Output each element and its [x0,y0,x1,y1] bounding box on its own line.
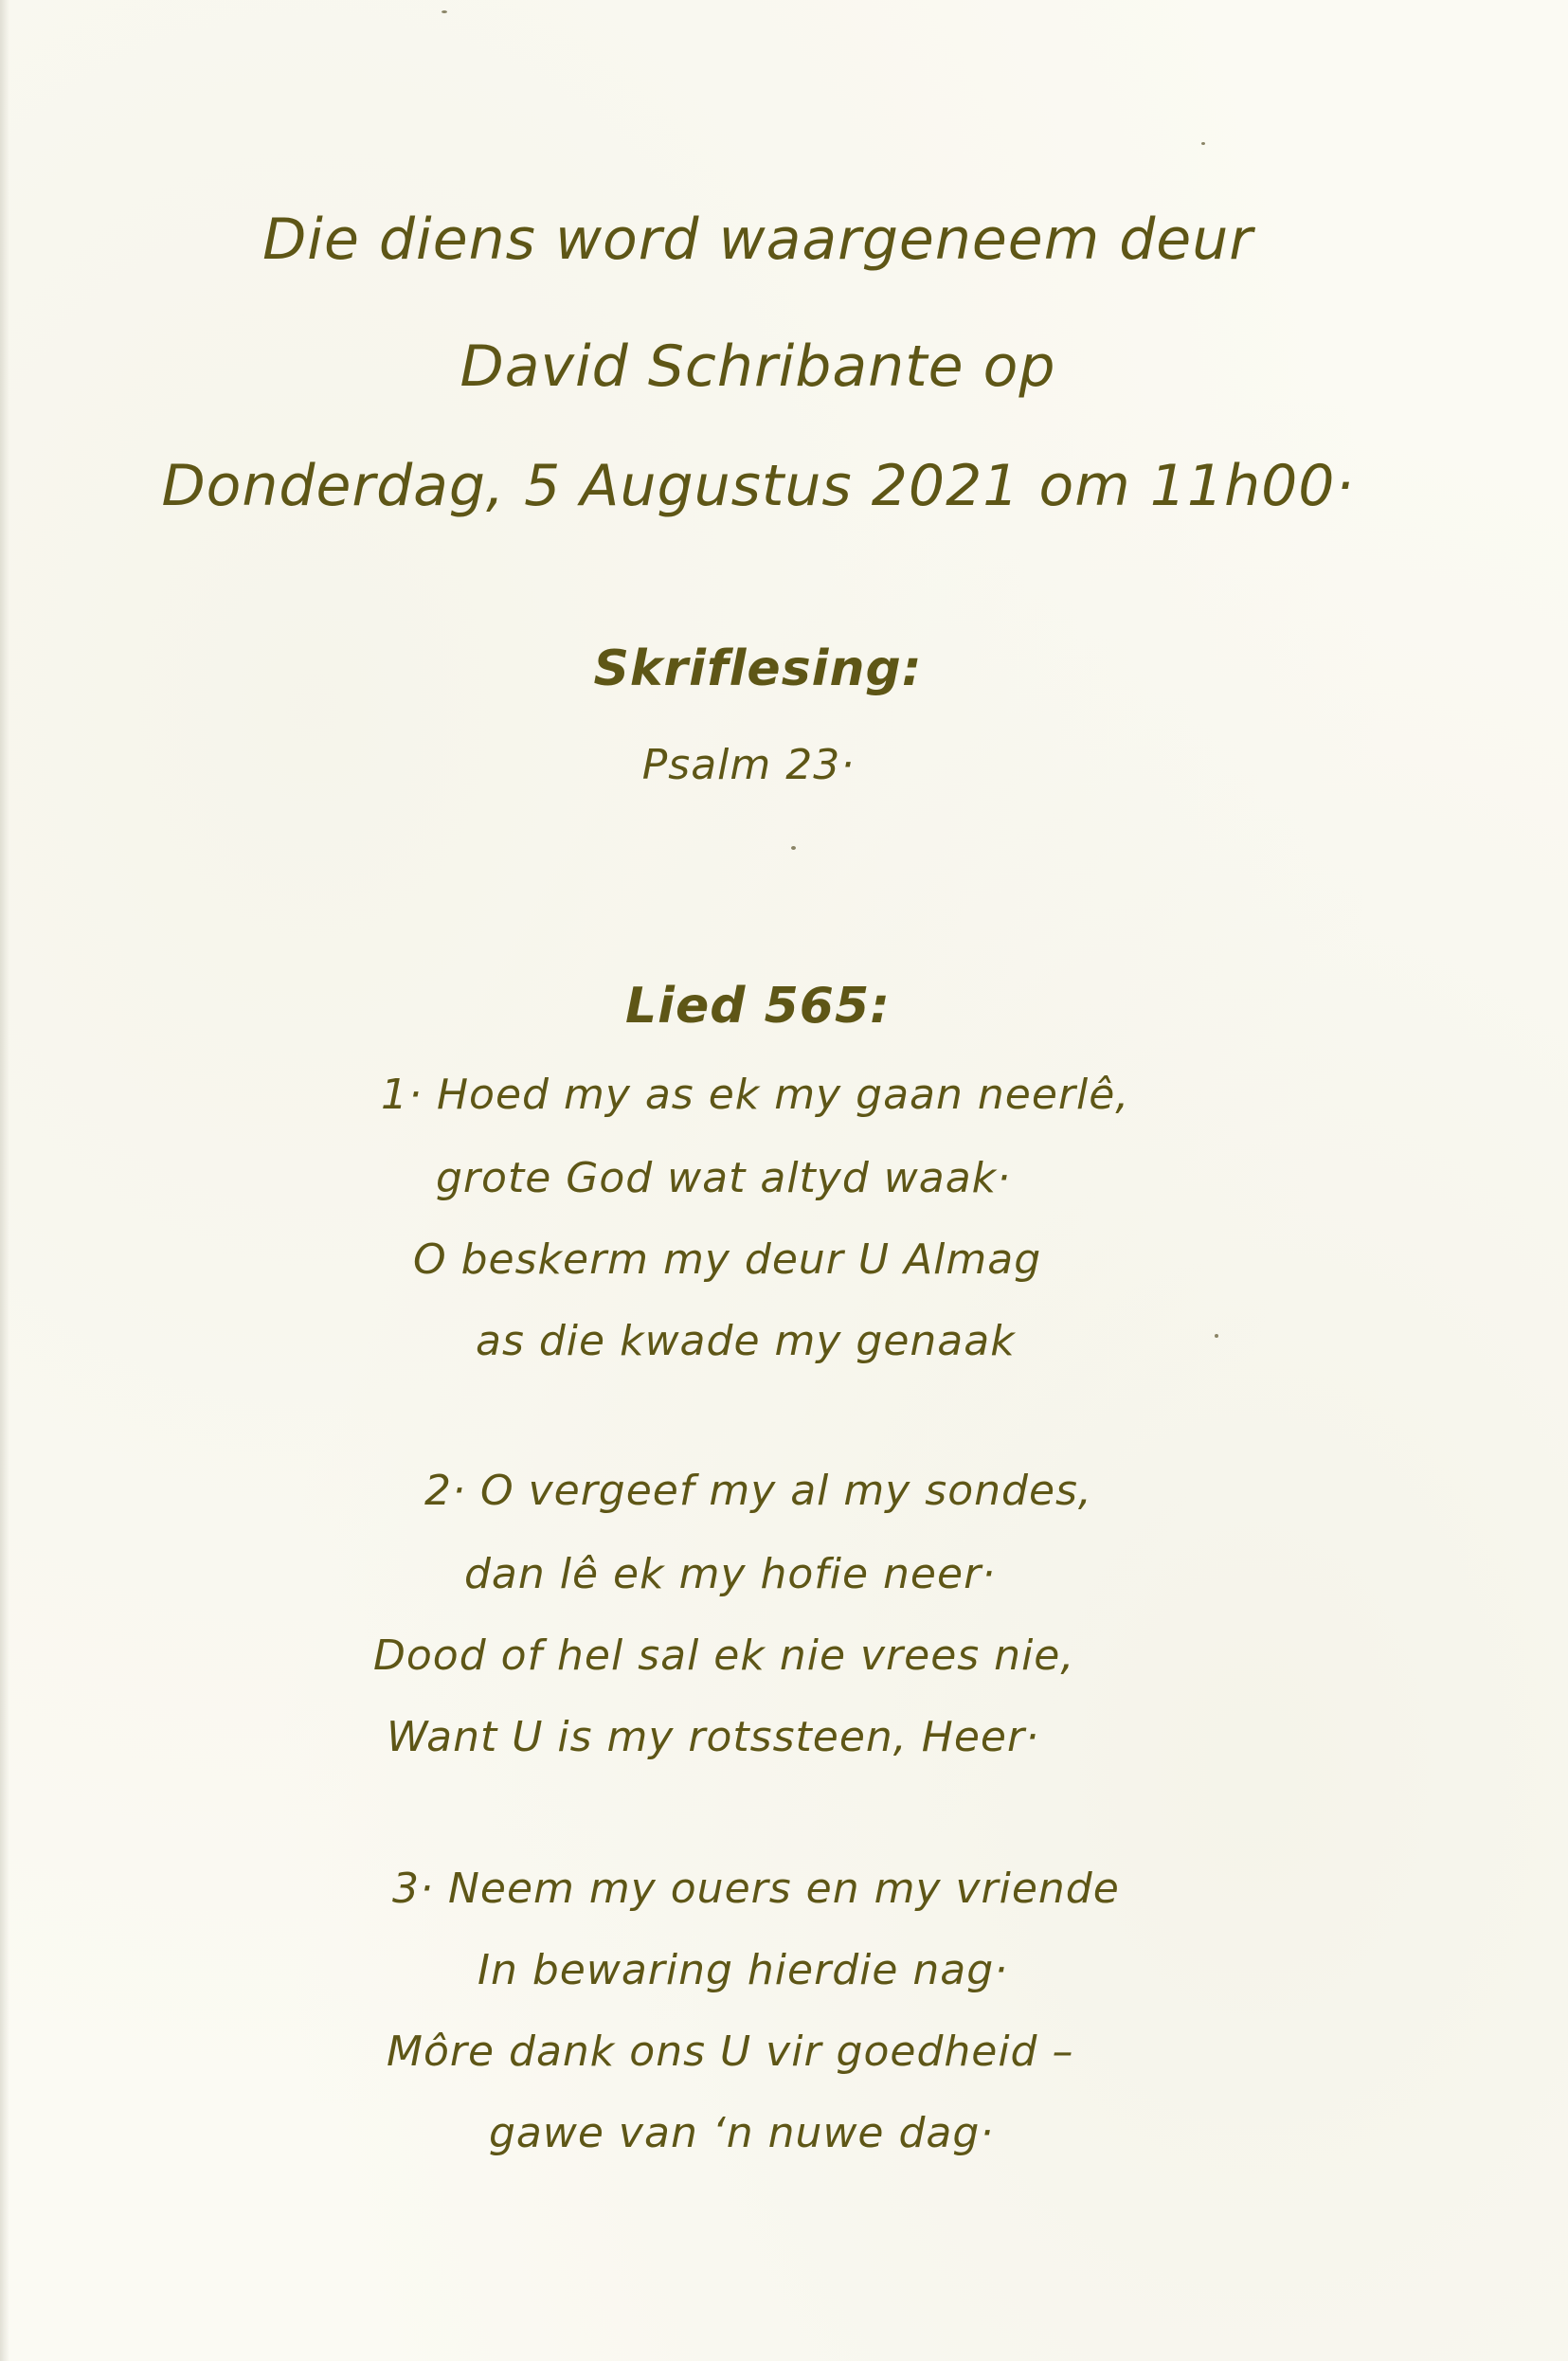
verse-line: In bewaring hierdie nag· [478,1946,1009,1994]
service-line-date: Donderdag, 5 Augustus 2021 om 11h00· [161,453,1355,519]
scan-speck [791,846,796,850]
verse-line: grote God wat altyd waak· [436,1154,1012,1202]
service-line-name: David Schribante op [460,333,1056,400]
scripture-reading: Psalm 23· [641,741,856,789]
verse-line: gawe van ‘n nuwe dag· [489,2109,995,2157]
verse-line: 2· O vergeef my al my sondes, [424,1467,1092,1515]
scan-speck [1201,142,1205,145]
verse-line: dan lê ek my hofie neer· [464,1550,997,1598]
scripture-title: Skriflesing: [593,640,923,697]
verse-line: Dood of hel sal ek nie vrees nie, [373,1631,1075,1680]
scan-speck [1215,1334,1218,1338]
verse-line: 3· Neem my ouers en my vriende [392,1865,1120,1913]
verse-line: Môre dank ons U vir goedheid – [387,2028,1074,2076]
verse-line: O beskerm my deur U Almag [413,1235,1042,1284]
hymn-title: Lied 565: [625,978,891,1035]
verse-line: 1· Hoed my as ek my gaan neerlê, [381,1071,1130,1119]
service-line-officiant: Die diens word waargeneem deur [262,207,1253,273]
scan-speck [442,10,447,13]
verse-line: Want U is my rotssteen, Heer· [387,1713,1040,1761]
verse-line: as die kwade my genaak [476,1317,1016,1365]
